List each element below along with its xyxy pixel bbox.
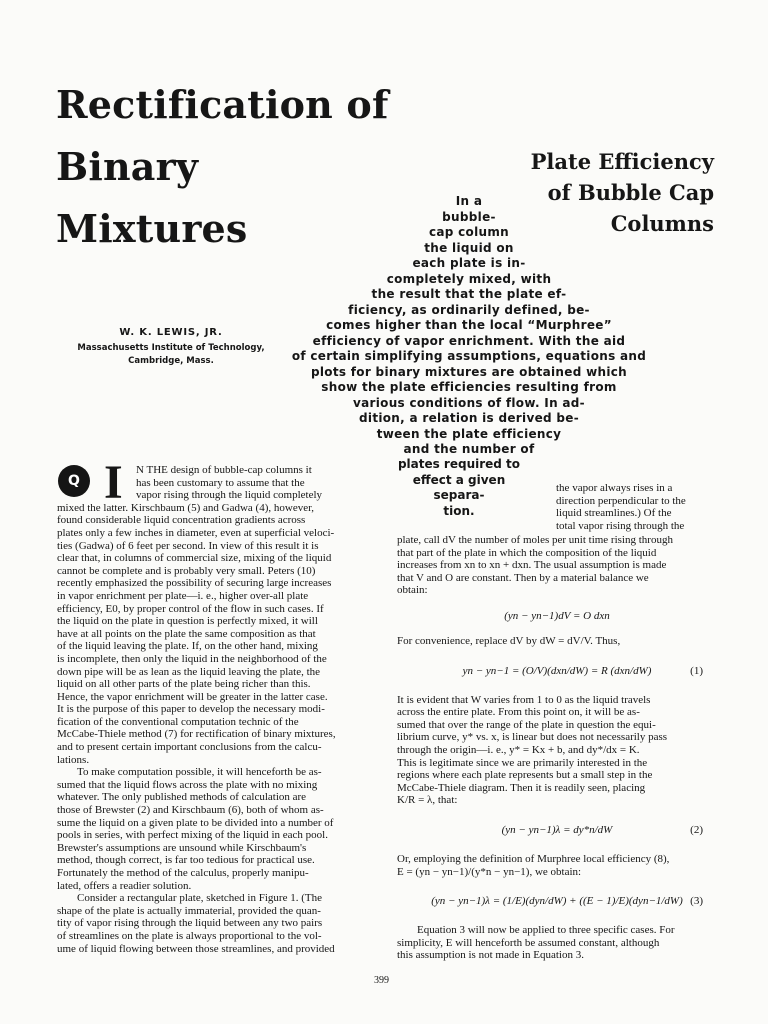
left-body-column bbox=[57, 464, 377, 955]
equation-material-balance bbox=[397, 605, 717, 627]
text-line: This is legitimate since we are primarily interested in the bbox=[397, 756, 648, 769]
drop-cap: I bbox=[104, 456, 123, 509]
text-line: lated, offers a readier solution. bbox=[57, 879, 192, 892]
text-line: across the entire plate. From this point on, it will be as- bbox=[397, 706, 640, 719]
paragraph bbox=[397, 635, 717, 648]
text-line: efficiency, E0, by proper control of the flow in such cases. If bbox=[57, 602, 324, 615]
equation-1 bbox=[397, 656, 717, 686]
text-line: plates only a few inches in diameter, even at superficial veloci- bbox=[57, 526, 335, 539]
abstract-continuation bbox=[362, 457, 556, 519]
abstract-line: In a bbox=[455, 194, 483, 208]
text-line: tity of vapor rising through the liquid between any two pairs bbox=[57, 917, 323, 930]
subtitle-line: of Bubble Cap bbox=[547, 180, 714, 205]
equation-3 bbox=[397, 886, 717, 916]
abstract-line: cap column bbox=[428, 225, 510, 239]
equation-expression: (yn − yn−1)λ = dy*n/dW bbox=[501, 823, 613, 836]
affiliation-line: Cambridge, Mass. bbox=[128, 356, 214, 366]
equation-number: (1) bbox=[690, 664, 703, 677]
text-line: It is the purpose of this paper to develop the necessary modi- bbox=[57, 703, 325, 716]
subtitle-line: Plate Efficiency bbox=[530, 149, 714, 174]
text-line: that part of the plate in which the composition of the liquid bbox=[397, 546, 657, 559]
journal-emblem-icon: Q bbox=[58, 465, 90, 497]
text-line: Brewster's assumptions are unsound while Kirschbaum's bbox=[57, 841, 307, 854]
text-line: librium curve, y* vs. x, is linear but does not necessarily pass bbox=[397, 731, 668, 744]
text-line: shape of the plate is actually immaterial, provided the quan- bbox=[57, 904, 321, 917]
author-name: W. K. LEWIS, JR. bbox=[119, 327, 223, 338]
title-line: Mixtures bbox=[56, 206, 248, 251]
text-line: is incomplete, then only the liquid in the neighborhood of the bbox=[57, 652, 327, 665]
text-line: obtain: bbox=[397, 584, 428, 597]
text-line: whatever. The only published methods of calculation are bbox=[57, 791, 307, 804]
text-line: It is evident that W varies from 1 to 0 as the liquid travels bbox=[397, 693, 651, 706]
title-line: Binary bbox=[56, 144, 199, 189]
paragraph bbox=[397, 924, 717, 962]
page-number: 399 bbox=[374, 975, 389, 986]
text-line: Or, employing the definition of Murphree local efficiency (8), bbox=[397, 852, 670, 865]
text-line: ties (Gadwa) of 6 feet per second. In view of this result it is bbox=[57, 539, 319, 552]
equation-number: (2) bbox=[690, 823, 703, 836]
text-line: liquid streamlines.) Of the bbox=[556, 507, 672, 520]
abstract-line: of certain simplifying assumptions, equations and bbox=[291, 349, 647, 363]
text-line: Fortunately the method of the calculus, properly manipu- bbox=[57, 867, 309, 879]
abstract-line: each plate is in- bbox=[412, 256, 526, 270]
text-line: clear that, in columns of commercial size, mixing of the liquid bbox=[57, 552, 332, 565]
paragraph bbox=[397, 534, 717, 597]
abstract-line: show the plate efficiencies resulting from bbox=[321, 380, 617, 394]
abstract-line: plates required to bbox=[397, 457, 521, 471]
affiliation-line: Massachusetts Institute of Technology, bbox=[77, 343, 265, 353]
text-line: found considerable liquid concentration gradients across bbox=[57, 514, 306, 527]
equation-number: (3) bbox=[690, 895, 703, 908]
abstract-line: tion. bbox=[443, 503, 475, 518]
abstract-line: efficiency of vapor enrichment. With the aid bbox=[312, 333, 626, 348]
text-line: this assumption is not made in Equation 3. bbox=[397, 949, 584, 962]
text-line: E = (yn − yn−1)/(y*n − yn−1), we obtain: bbox=[397, 865, 582, 878]
text-line: down pipe will be as lean as the liquid leaving the plate, the bbox=[57, 665, 321, 678]
text-line: Equation 3 will now be applied to three specific cases. For bbox=[417, 924, 675, 937]
text-line: mixed the latter. Kirschbaum (5) and Gadwa (4), however, bbox=[57, 501, 315, 514]
abstract-line: ficiency, as ordinarily defined, be- bbox=[348, 302, 590, 317]
text-line: recently emphasized the possibility of securing large increases bbox=[57, 577, 332, 590]
text-line: To make computation possible, it will henceforth be as- bbox=[77, 766, 322, 779]
text-line: lations. bbox=[57, 753, 90, 766]
text-line: sumed that over the range of the plate in question the equi- bbox=[397, 718, 656, 731]
text-line: sumed that the liquid flows across the plate with no mixing bbox=[57, 778, 318, 791]
paragraph bbox=[397, 853, 717, 878]
text-line: in vapor enrichment per plate—i. e., higher over-all plate bbox=[57, 589, 309, 602]
paragraph bbox=[397, 694, 717, 807]
text-line: the vapor always rises in a bbox=[556, 482, 673, 494]
abstract-line: separa- bbox=[433, 488, 485, 502]
abstract-line: various conditions of flow. In ad- bbox=[353, 395, 585, 410]
text-line: through the origin—i. e., y* = Kx + b, and dy*/dx = K. bbox=[397, 743, 640, 756]
text-line: sume the liquid on a given plate to be divided into a number of bbox=[57, 816, 334, 829]
text-line: have at all points on the plate the same composition as that bbox=[57, 627, 316, 640]
text-line: cannot be complete and is probably very small. Peters (10) bbox=[57, 564, 316, 577]
abstract-line: the result that the plate ef- bbox=[371, 287, 567, 301]
text-line: Consider a rectangular plate, sketched in Figure 1. (The bbox=[77, 892, 322, 905]
text-line: K/R = λ, that: bbox=[397, 794, 458, 807]
text-line: and to present certain important conclusions from the calcu- bbox=[57, 741, 322, 754]
subtitle-line: Columns bbox=[610, 211, 714, 236]
abstract bbox=[286, 194, 652, 458]
abstract-line: dition, a relation is derived be- bbox=[359, 411, 579, 425]
equation-2 bbox=[397, 815, 717, 845]
title-line: Rectification of bbox=[56, 82, 389, 127]
text-line: of the liquid leaving the plate. If, on the other hand, mixing bbox=[57, 640, 318, 653]
text-line: pools in series, with perfect mixing of the liquid in each pool. bbox=[57, 829, 328, 842]
text-line: plate, call dV the number of moles per unit time rising through bbox=[397, 534, 673, 546]
text-line: McCabe-Thiele method (7) for rectification of binary mixtures, bbox=[57, 728, 336, 741]
text-line: direction perpendicular to the bbox=[556, 494, 686, 507]
abstract-line: comes higher than the local “Murphree” bbox=[326, 318, 612, 332]
text-line: McCabe-Thiele diagram. Then it is readily seen, placing bbox=[397, 781, 646, 794]
text-line: of streamlines on the plate is always proportional to the vol- bbox=[57, 929, 322, 942]
text-line: total vapor rising through the bbox=[556, 519, 685, 532]
text-line: method, though correct, is far too tedious for practical use. bbox=[57, 854, 315, 867]
text-line: simplicity, E will henceforth be assumed constant, although bbox=[397, 936, 660, 949]
equation-expression: (yn − yn−1)dV = O dxn bbox=[504, 609, 610, 622]
abstract-line: tween the plate efficiency bbox=[376, 426, 562, 441]
abstract-line: bubble- bbox=[442, 209, 496, 224]
abstract-line: effect a given bbox=[412, 472, 506, 487]
abstract-line: completely mixed, with bbox=[386, 271, 552, 286]
text-line: Hence, the vapor enrichment will be greater in the latter case. bbox=[57, 690, 328, 703]
text-line: has been customary to assume that the bbox=[136, 476, 305, 489]
author-block bbox=[56, 324, 286, 368]
text-line: the liquid on the plate in question is perfectly mixed, it will bbox=[57, 615, 318, 628]
abstract-line: and the number of bbox=[403, 442, 535, 456]
equation-expression: (yn − yn−1)λ = (1/E)(dyn/dW) + ((E − 1)/E)(dyn−1/dW) bbox=[431, 895, 683, 908]
right-body-column bbox=[397, 534, 717, 962]
text-line: fication of the conventional computation technic of the bbox=[57, 715, 299, 728]
text-line: For convenience, replace dV by dW = dV/V. Thus, bbox=[397, 634, 621, 647]
text-line: increases from xn to xn + dxn. The usual assumption is made bbox=[397, 559, 667, 572]
text-line: vapor rising through the liquid completely bbox=[136, 489, 323, 502]
right-body-column-top bbox=[556, 482, 716, 532]
text-line: N THE design of bubble-cap columns it bbox=[136, 464, 312, 476]
text-line: those of Brewster (2) and Kirschbaum (6), both of whom as- bbox=[57, 804, 324, 817]
author-affiliation bbox=[56, 342, 286, 368]
text-line: regions where each plate represents but a small step in the bbox=[397, 769, 653, 782]
abstract-line: the liquid on bbox=[424, 240, 514, 255]
text-line: ume of liquid flowing between those streamlines, and provided bbox=[57, 942, 335, 955]
abstract-line: plots for binary mixtures are obtained which bbox=[310, 364, 627, 379]
text-line: that V and O are constant. Then by a material balance we bbox=[397, 571, 649, 584]
text-line: liquid on all other parts of the plate being richer than this. bbox=[57, 678, 311, 691]
equation-expression: yn − yn−1 = (O/V)(dxn/dW) = R (dxn/dW) bbox=[462, 664, 652, 677]
